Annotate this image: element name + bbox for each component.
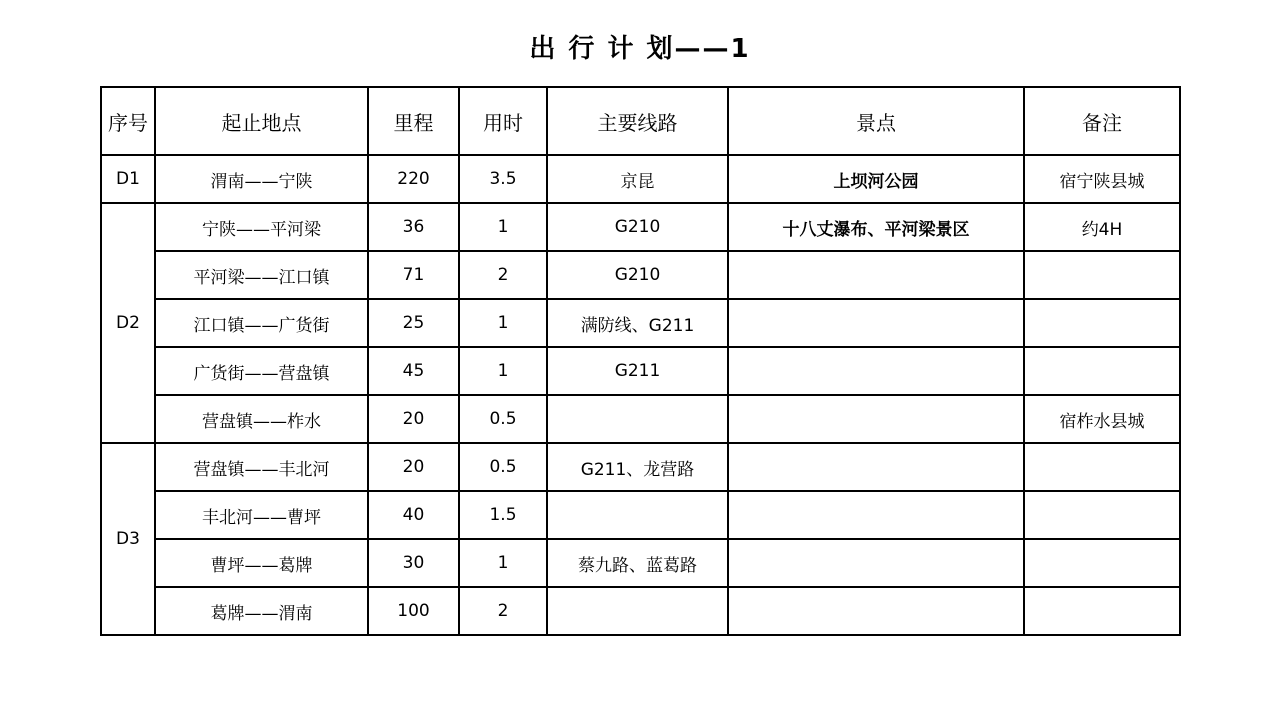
time-cell: 1: [459, 347, 547, 395]
notes-cell: [1024, 587, 1180, 635]
sights-cell: [728, 539, 1024, 587]
distance-cell: 220: [368, 155, 459, 203]
notes-cell: [1024, 299, 1180, 347]
route-cell: 蔡九路、蓝葛路: [547, 539, 728, 587]
distance-cell: 20: [368, 443, 459, 491]
header-cell: 序号: [101, 87, 155, 155]
time-cell: 1: [459, 299, 547, 347]
distance-cell: 40: [368, 491, 459, 539]
sights-cell: 十八丈瀑布、平河梁景区: [728, 203, 1024, 251]
notes-cell: 约4H: [1024, 203, 1180, 251]
distance-cell: 30: [368, 539, 459, 587]
table-row: [101, 203, 1180, 251]
header-cell: 主要线路: [547, 87, 728, 155]
time-cell: 2: [459, 251, 547, 299]
table-row: [101, 251, 1180, 299]
places-cell: 丰北河——曹坪: [155, 491, 368, 539]
time-cell: 0.5: [459, 443, 547, 491]
travel-plan-table: [100, 86, 1181, 636]
header-cell: 起止地点: [155, 87, 368, 155]
sights-cell: [728, 347, 1024, 395]
notes-cell: [1024, 443, 1180, 491]
time-cell: 1.5: [459, 491, 547, 539]
distance-cell: 20: [368, 395, 459, 443]
time-cell: 1: [459, 203, 547, 251]
places-cell: 营盘镇——柞水: [155, 395, 368, 443]
places-cell: 平河梁——江口镇: [155, 251, 368, 299]
route-cell: G210: [547, 251, 728, 299]
table-row: [101, 155, 1180, 203]
sights-cell: [728, 395, 1024, 443]
distance-cell: 45: [368, 347, 459, 395]
places-cell: 渭南——宁陕: [155, 155, 368, 203]
places-cell: 江口镇——广货街: [155, 299, 368, 347]
sights-cell: [728, 251, 1024, 299]
time-cell: 2: [459, 587, 547, 635]
notes-cell: [1024, 539, 1180, 587]
places-cell: 广货街——营盘镇: [155, 347, 368, 395]
table-row: [101, 539, 1180, 587]
route-cell: [547, 395, 728, 443]
time-cell: 1: [459, 539, 547, 587]
notes-cell: 宿柞水县城: [1024, 395, 1180, 443]
page-title: 出 行 计 划——1: [529, 34, 751, 64]
places-cell: 宁陕——平河梁: [155, 203, 368, 251]
day-label: D2: [101, 203, 155, 443]
places-cell: 营盘镇——丰北河: [155, 443, 368, 491]
header-cell: 备注: [1024, 87, 1180, 155]
route-cell: [547, 491, 728, 539]
route-cell: G210: [547, 203, 728, 251]
header-cell: 里程: [368, 87, 459, 155]
distance-cell: 100: [368, 587, 459, 635]
notes-cell: 宿宁陕县城: [1024, 155, 1180, 203]
header-cell: 用时: [459, 87, 547, 155]
table-row: [101, 491, 1180, 539]
distance-cell: 36: [368, 203, 459, 251]
table-row: [101, 443, 1180, 491]
time-cell: 0.5: [459, 395, 547, 443]
day-label: D3: [101, 443, 155, 635]
distance-cell: 71: [368, 251, 459, 299]
route-cell: G211、龙营路: [547, 443, 728, 491]
table-row: [101, 395, 1180, 443]
table-row: [101, 347, 1180, 395]
distance-cell: 25: [368, 299, 459, 347]
table-row: [101, 299, 1180, 347]
sights-cell: [728, 443, 1024, 491]
route-cell: 京昆: [547, 155, 728, 203]
day-label: D1: [101, 155, 155, 203]
notes-cell: [1024, 251, 1180, 299]
sights-cell: [728, 587, 1024, 635]
table-row: [101, 587, 1180, 635]
sights-cell: 上坝河公园: [728, 155, 1024, 203]
header-row: [101, 87, 1180, 155]
time-cell: 3.5: [459, 155, 547, 203]
header-cell: 景点: [728, 87, 1024, 155]
notes-cell: [1024, 491, 1180, 539]
route-cell: G211: [547, 347, 728, 395]
sights-cell: [728, 491, 1024, 539]
sights-cell: [728, 299, 1024, 347]
route-cell: 满防线、G211: [547, 299, 728, 347]
places-cell: 曹坪——葛牌: [155, 539, 368, 587]
places-cell: 葛牌——渭南: [155, 587, 368, 635]
notes-cell: [1024, 347, 1180, 395]
route-cell: [547, 587, 728, 635]
